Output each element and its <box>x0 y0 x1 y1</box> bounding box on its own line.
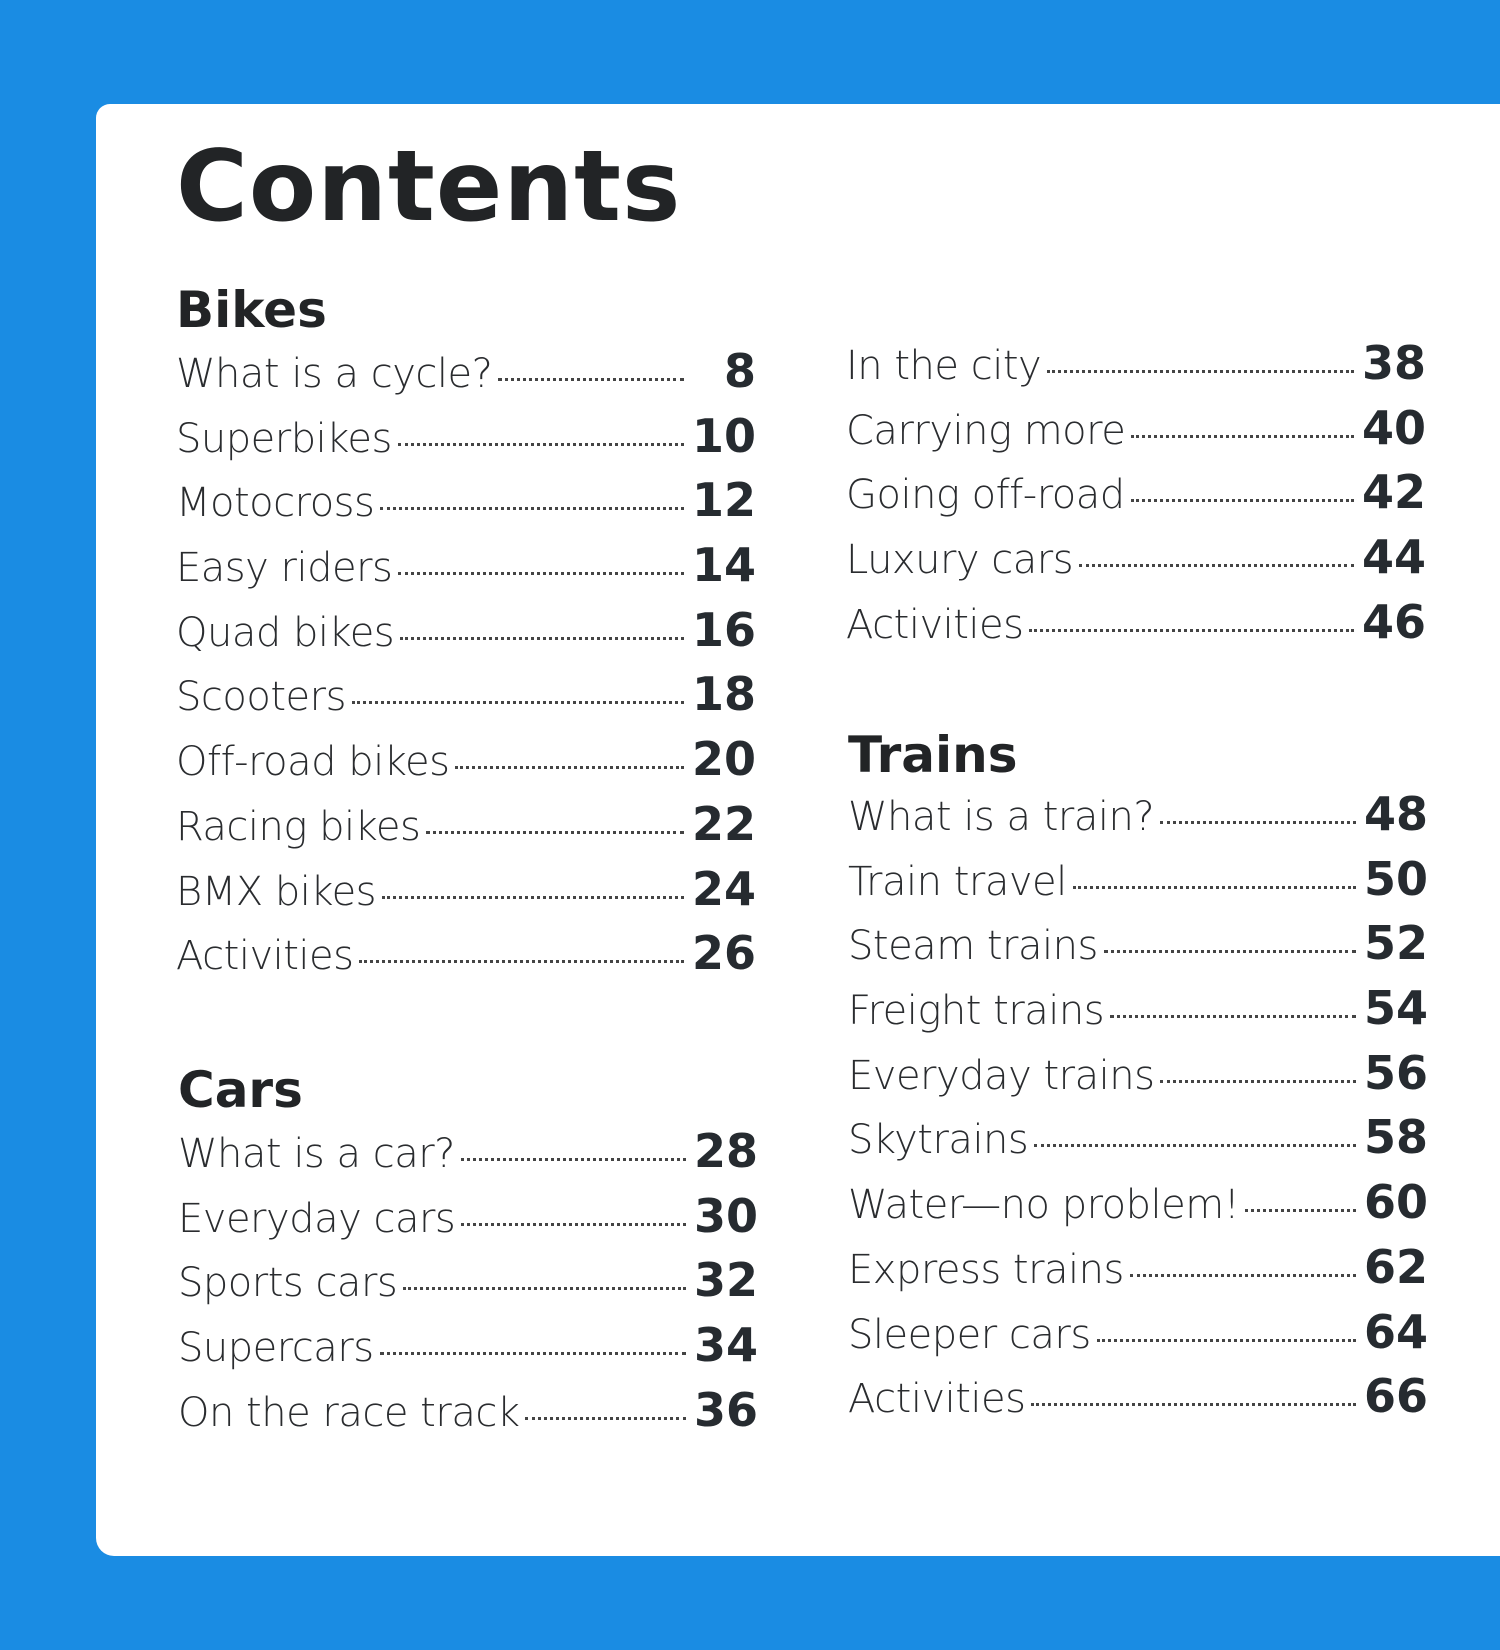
toc-entry-label: On the race track <box>178 1389 520 1436</box>
dot-leader <box>1047 370 1354 373</box>
dot-leader <box>525 1417 686 1420</box>
toc-entry-label: Quad bikes <box>176 609 395 656</box>
toc-entry-label: Racing bikes <box>176 803 421 850</box>
toc-entry-label: Steam trains <box>848 923 1098 970</box>
dot-leader <box>461 1223 686 1226</box>
toc-entry[interactable] <box>176 409 756 474</box>
toc-entry-page: 52 <box>1363 916 1428 971</box>
toc-entry-page: 24 <box>691 861 756 916</box>
toc-entry-page: 18 <box>691 667 756 722</box>
toc-entry[interactable] <box>178 1124 758 1189</box>
toc-entry-page: 42 <box>1361 465 1426 520</box>
toc-entry[interactable] <box>848 852 1428 917</box>
toc-entry-page: 20 <box>691 732 756 787</box>
dot-leader <box>1160 1080 1356 1083</box>
dot-leader <box>426 831 684 834</box>
toc-entry[interactable] <box>848 981 1428 1046</box>
toc-entry-page: 64 <box>1363 1304 1428 1359</box>
toc-entry-label: Everyday trains <box>848 1052 1155 1099</box>
dot-leader <box>403 1287 686 1290</box>
dot-leader <box>1097 1339 1356 1342</box>
toc-entry-page: 58 <box>1363 1110 1428 1165</box>
toc-entry-page: 48 <box>1363 787 1428 841</box>
toc-entry[interactable] <box>846 530 1426 595</box>
dot-leader <box>1104 950 1356 953</box>
toc-entry-page: 50 <box>1363 851 1428 906</box>
toc-entry-page: 34 <box>693 1318 758 1373</box>
toc-entry[interactable] <box>848 787 1428 852</box>
toc-entry-page: 22 <box>691 796 756 851</box>
toc-entry[interactable] <box>848 916 1428 981</box>
toc-entry-label: Luxury cars <box>846 537 1074 584</box>
toc-entry[interactable] <box>178 1383 758 1448</box>
toc-entry-page: 10 <box>691 408 756 463</box>
toc-entry[interactable] <box>176 732 756 797</box>
toc-entry-label: Carrying more <box>846 407 1126 454</box>
toc-entry-page: 28 <box>693 1124 758 1178</box>
dot-leader <box>1245 1209 1356 1212</box>
dot-leader <box>398 572 684 575</box>
toc-entry-label: Off-road bikes <box>176 739 450 786</box>
toc-entry-label: Skytrains <box>848 1117 1029 1164</box>
toc-entry-label: What is a car? <box>178 1131 455 1177</box>
toc-list-trains <box>848 787 1428 1434</box>
toc-entry[interactable] <box>846 401 1426 466</box>
toc-entry-label: Activities <box>176 933 354 980</box>
toc-entry-label: Supercars <box>178 1325 374 1372</box>
toc-entry-page: 32 <box>693 1253 758 1308</box>
toc-entry-label: BMX bikes <box>176 868 377 915</box>
toc-entry-label: Sleeper cars <box>848 1311 1091 1358</box>
toc-entry-page: 44 <box>1361 530 1426 585</box>
dot-leader <box>1130 1274 1356 1277</box>
dot-leader <box>1034 1144 1356 1147</box>
dot-leader <box>1031 1403 1356 1406</box>
dot-leader <box>398 443 684 446</box>
toc-entry[interactable] <box>176 538 756 603</box>
toc-entry-label: Train travel <box>848 858 1067 905</box>
toc-entry[interactable] <box>178 1318 758 1383</box>
toc-entry-page: 40 <box>1361 400 1426 455</box>
toc-entry[interactable] <box>176 862 756 927</box>
dot-leader <box>380 1352 686 1355</box>
toc-entry-page: 46 <box>1361 594 1426 649</box>
toc-entry-page: 38 <box>1361 336 1426 390</box>
toc-entry[interactable] <box>176 473 756 538</box>
dot-leader <box>1131 435 1354 438</box>
toc-entry[interactable] <box>176 797 756 862</box>
toc-entry-page: 62 <box>1363 1239 1428 1294</box>
toc-entry-page: 16 <box>691 602 756 657</box>
page-title: Contents <box>176 130 682 244</box>
toc-entry[interactable] <box>848 1046 1428 1111</box>
toc-entry[interactable] <box>846 336 1426 401</box>
dot-leader <box>498 378 684 381</box>
dot-leader <box>1079 564 1354 567</box>
toc-entry-page: 56 <box>1363 1045 1428 1100</box>
toc-entry[interactable] <box>848 1175 1428 1240</box>
toc-entry[interactable] <box>176 344 756 409</box>
dot-leader <box>1160 821 1356 824</box>
toc-list-bikes <box>176 344 756 991</box>
toc-entry-label: Going off-road <box>846 472 1125 519</box>
toc-list-cars <box>178 1124 758 1447</box>
toc-entry[interactable] <box>178 1253 758 1318</box>
dot-leader <box>1110 1015 1356 1018</box>
toc-entry-label: Motocross <box>176 480 375 527</box>
toc-entry[interactable] <box>848 1110 1428 1175</box>
dot-leader <box>380 507 684 510</box>
toc-entry-page: 36 <box>693 1382 758 1437</box>
toc-entry-label: What is a train? <box>848 794 1155 840</box>
dot-leader <box>352 701 684 704</box>
toc-entry-label: Scooters <box>176 674 346 721</box>
toc-entry[interactable] <box>178 1189 758 1254</box>
section-heading-cars: Cars <box>178 1061 303 1119</box>
toc-entry-page: 14 <box>691 538 756 593</box>
dot-leader <box>382 896 684 899</box>
toc-entry-label: Sports cars <box>178 1260 398 1307</box>
toc-entry-label: Freight trains <box>848 988 1105 1035</box>
toc-entry[interactable] <box>176 926 756 991</box>
dot-leader <box>461 1158 686 1161</box>
dot-leader <box>1073 886 1356 889</box>
toc-entry-page: 8 <box>723 344 756 398</box>
toc-entry-page: 30 <box>693 1188 758 1243</box>
toc-entry-label: Activities <box>848 1376 1026 1423</box>
toc-entry-label: What is a cycle? <box>176 351 493 397</box>
toc-entry-label: Water—no problem! <box>848 1182 1240 1229</box>
dot-leader <box>1029 629 1354 632</box>
toc-entry-page: 66 <box>1363 1369 1428 1424</box>
toc-list-cars-continued <box>846 336 1426 659</box>
toc-entry[interactable] <box>846 595 1426 660</box>
dot-leader <box>400 637 684 640</box>
toc-entry[interactable] <box>848 1305 1428 1370</box>
toc-entry-page: 26 <box>691 926 756 981</box>
section-heading-bikes: Bikes <box>176 281 327 339</box>
toc-entry[interactable] <box>846 465 1426 530</box>
toc-entry-label: Superbikes <box>176 415 392 462</box>
dot-leader <box>359 960 684 963</box>
toc-entry-page: 12 <box>691 473 756 528</box>
toc-entry-label: Express trains <box>848 1246 1124 1293</box>
toc-entry[interactable] <box>848 1240 1428 1305</box>
dot-leader <box>1131 499 1354 502</box>
toc-entry-label: In the city <box>846 343 1042 389</box>
toc-entry-label: Activities <box>846 601 1024 648</box>
toc-entry[interactable] <box>176 603 756 668</box>
section-heading-trains: Trains <box>848 726 1018 784</box>
toc-entry-label: Easy riders <box>176 545 393 592</box>
toc-entry[interactable] <box>848 1369 1428 1434</box>
toc-entry-page: 60 <box>1363 1175 1428 1230</box>
toc-entry-label: Everyday cars <box>178 1195 456 1242</box>
dot-leader <box>455 766 684 769</box>
toc-entry[interactable] <box>176 667 756 732</box>
toc-entry-page: 54 <box>1363 981 1428 1036</box>
